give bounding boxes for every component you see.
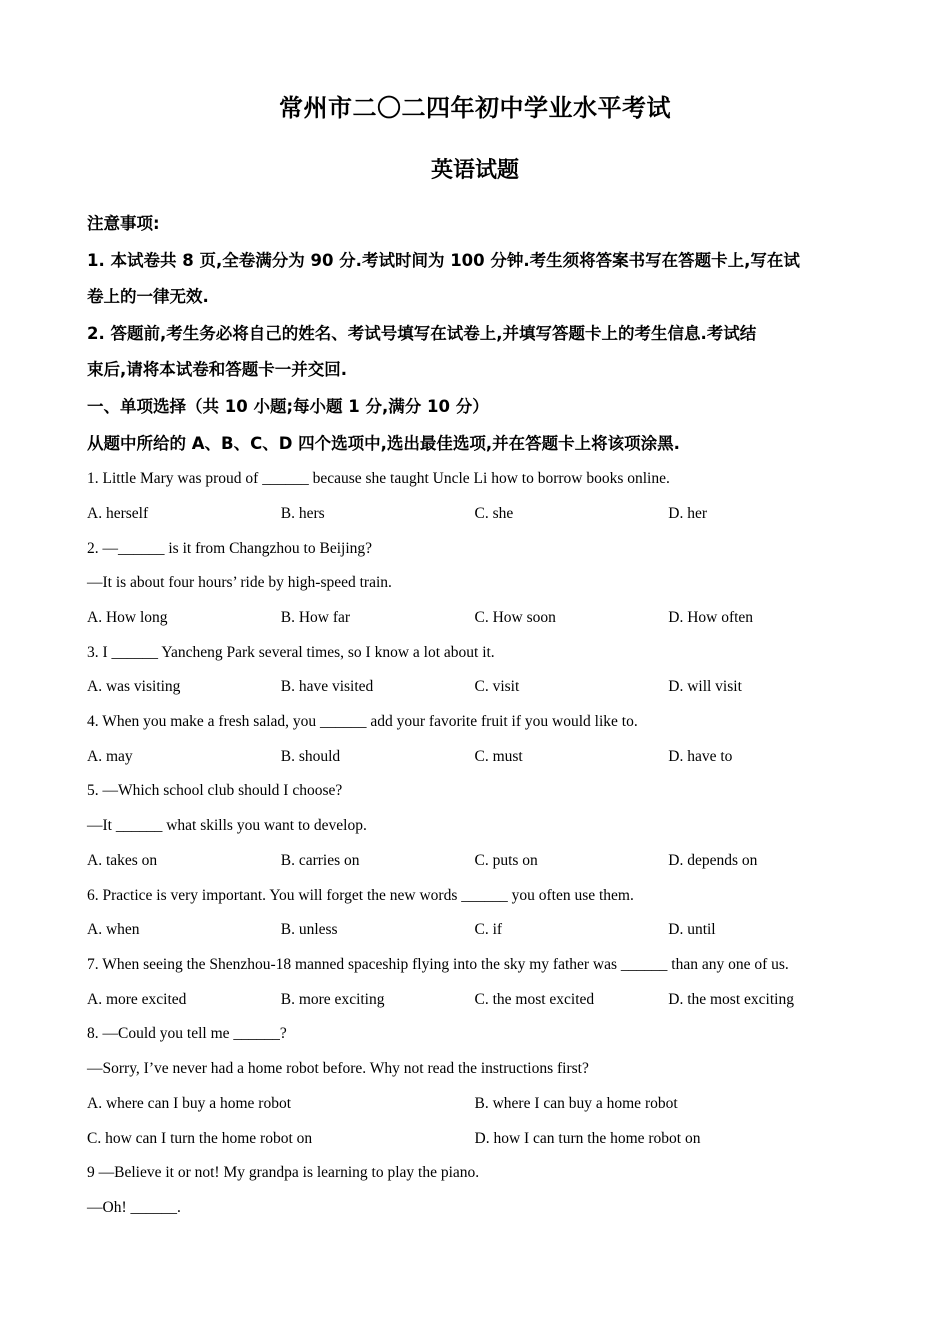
answer-option: B. unless xyxy=(280,921,338,939)
notice-item-2-line-1: 2. 答题前,考生务必将自己的姓名、考试号填写在试卷上,并填写答题卡上的考生信息.考试结 xyxy=(87,323,757,343)
answer-option: D. her xyxy=(668,504,707,522)
answer-option: A. How long xyxy=(87,608,168,626)
options-row xyxy=(87,844,862,879)
options-row xyxy=(87,1122,862,1157)
answer-option: D. have to xyxy=(668,747,733,765)
options-row xyxy=(87,670,862,705)
notice-item-1-line-1: 1. 本试卷共 8 页,全卷满分为 90 分.考试时间为 100 分钟.考生须将答案书写在答题卡上,写在试 xyxy=(87,250,800,270)
answer-option: B. carries on xyxy=(280,851,360,869)
question-4 xyxy=(87,705,862,774)
answer-option: A. takes on xyxy=(87,851,158,869)
answer-option: C. must xyxy=(474,747,523,765)
question-1 xyxy=(87,462,862,531)
answer-option: C. puts on xyxy=(474,851,538,869)
question-stem-line: —Oh! ______. xyxy=(87,1198,181,1216)
question-9 xyxy=(87,1156,862,1225)
section-instruction: 从题中所给的 A、B、C、D 四个选项中,选出最佳选项,并在答题卡上将该项涂黑. xyxy=(87,433,680,453)
question-stem-line: 8. —Could you tell me ______? xyxy=(87,1025,287,1043)
question-stem-line: 6. Practice is very important. You will forget the new words ______ you often use them. xyxy=(87,886,634,904)
exam-body xyxy=(87,206,862,1226)
question-3 xyxy=(87,636,862,705)
answer-option: C. the most excited xyxy=(474,990,595,1008)
answer-option: B. where I can buy a home robot xyxy=(474,1094,678,1112)
answer-option: B. hers xyxy=(280,504,325,522)
answer-option: C. she xyxy=(474,504,514,522)
notice-item-1-line-2: 卷上的一律无效. xyxy=(87,287,209,307)
answer-option: D. how I can turn the home robot on xyxy=(474,1129,701,1147)
options-row xyxy=(87,913,862,948)
question-stem-line: 4. When you make a fresh salad, you ______ add your favorite fruit if you would like to. xyxy=(87,713,638,731)
exam-subtitle: 英语试题 xyxy=(430,158,519,183)
question-stem-line: —It ______ what skills you want to develop. xyxy=(87,817,367,835)
answer-option: D. depends on xyxy=(668,851,758,869)
answer-option: D. will visit xyxy=(668,678,742,696)
answer-option: C. if xyxy=(474,921,503,939)
section-heading: 一、单项选择（共 10 小题;每小题 1 分,满分 10 分） xyxy=(87,396,489,416)
question-stem-line: —It is about four hours’ ride by high-speed train. xyxy=(87,574,392,592)
answer-option: A. was visiting xyxy=(87,678,181,696)
question-stem-line: 7. When seeing the Shenzhou-18 manned spaceship flying into the sky my father was ______ than any one of us. xyxy=(87,956,789,973)
options-row xyxy=(87,1087,862,1122)
answer-option: C. visit xyxy=(474,678,520,696)
answer-option: D. until xyxy=(668,921,716,939)
question-stem-line: 5. —Which school club should I choose? xyxy=(87,782,343,800)
answer-option: A. where can I buy a home robot xyxy=(87,1094,292,1112)
answer-option: A. more excited xyxy=(87,990,187,1008)
answer-option: B. have visited xyxy=(280,678,374,696)
question-8 xyxy=(87,1017,862,1156)
answer-option: C. How soon xyxy=(474,608,556,626)
question-list xyxy=(87,462,862,1225)
question-stem-line: 3. I ______ Yancheng Park several times, so I know a lot about it. xyxy=(87,643,495,661)
answer-option: D. How often xyxy=(668,608,754,626)
question-7 xyxy=(87,948,862,1017)
options-row xyxy=(87,497,862,532)
question-6 xyxy=(87,879,862,948)
exam-title: 常州市二〇二四年初中学业水平考试 xyxy=(279,94,671,122)
answer-option: A. herself xyxy=(87,504,149,522)
question-5 xyxy=(87,774,862,878)
answer-option: B. should xyxy=(280,747,341,765)
options-row xyxy=(87,601,862,636)
notice-item-2-line-2: 束后,请将本试卷和答题卡一并交回. xyxy=(87,360,348,380)
answer-option: A. may xyxy=(87,747,133,765)
answer-option: A. when xyxy=(87,921,140,939)
answer-option: C. how can I turn the home robot on xyxy=(87,1129,313,1147)
question-stem-line: 2. —______ is it from Changzhou to Beijing? xyxy=(87,539,373,557)
question-stem-line: —Sorry, I’ve never had a home robot before. Why not read the instructions first? xyxy=(87,1060,589,1078)
answer-option: B. more exciting xyxy=(280,990,385,1008)
options-row xyxy=(87,740,862,775)
answer-option: B. How far xyxy=(280,608,351,626)
options-row xyxy=(87,983,862,1018)
question-2 xyxy=(87,532,862,636)
question-stem-line: 9 —Believe it or not! My grandpa is learning to play the piano. xyxy=(87,1164,480,1182)
question-stem-line: 1. Little Mary was proud of ______ because she taught Uncle Li how to borrow books online. xyxy=(87,470,670,488)
answer-option: D. the most exciting xyxy=(668,990,794,1008)
notice-heading: 注意事项: xyxy=(87,214,160,233)
